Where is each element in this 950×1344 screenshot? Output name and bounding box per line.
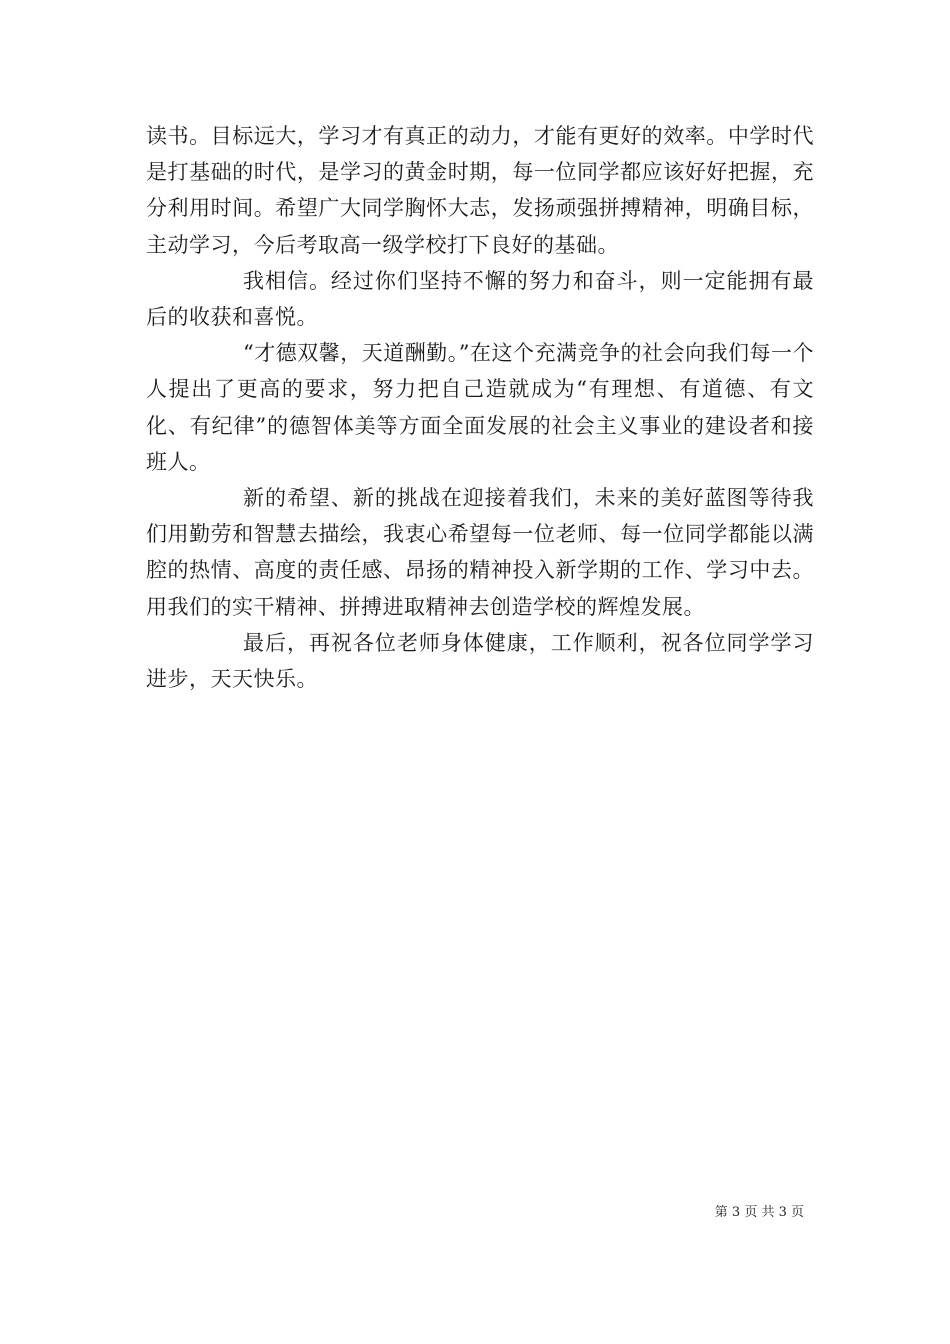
paragraph-4: 新的希望、新的挑战在迎接着我们，未来的美好蓝图等待我们用勤劳和智慧去描绘，我衷心希望每一位老师、每一位同学都能以满腔的热情、高度的责任感、昂扬的精神投入新学期的工作、学习中去。用我们的实干精神、拼搏进取精神去创造学校的辉煌发展。	[146, 486, 814, 619]
paragraph-3: “才德双馨，天道酬勤。”在这个充满竞争的社会向我们每一个人提出了更高的要求，努力把自己造就成为“有理想、有道德、有文化、有纪律”的德智体美等方面全面发展的社会主义事业的建设者和接班人。	[146, 341, 814, 474]
body-text	[146, 118, 814, 697]
page-number-footer: 第 3 页 共 3 页	[714, 1205, 804, 1220]
paragraph-2: 我相信。经过你们坚持不懈的努力和奋斗，则一定能拥有最后的收获和喜悦。	[146, 268, 814, 330]
paragraph-5: 最后，再祝各位老师身体健康，工作顺利，祝各位同学学习进步，天天快乐。	[146, 630, 814, 692]
paragraph-1: 读书。目标远大，学习才有真正的动力，才能有更好的效率。中学时代是打基础的时代，是学习的黄金时期，每一位同学都应该好好把握，充分利用时间。希望广大同学胸怀大志，发扬顽强拼搏精神，明确目标，主动学习，今后考取高一级学校打下良好的基础。	[146, 124, 814, 257]
